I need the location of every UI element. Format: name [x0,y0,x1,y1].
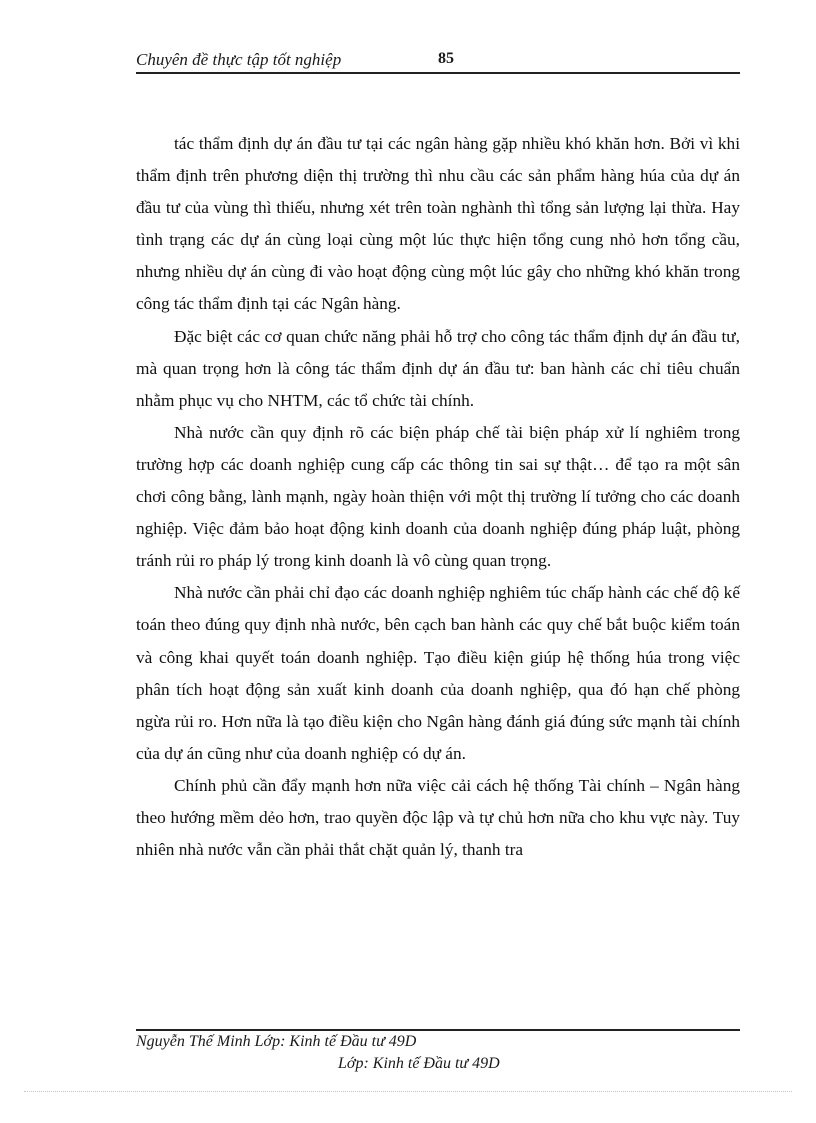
footer-class: Lớp: Kinh tế Đầu tư 49D [338,1055,500,1072]
paragraph: tác thẩm định dự án đầu tư tại các ngân hàng gặp nhiều khó khăn hơn. Bởi vì khi thẩm định trên phương diện thị trường thì nhu cầu các sản phẩm hàng húa của dự án đầu tư của vùng thì thiếu, nhưng xét trên toàn nghành thì tổng sản lượng lại thừa. Hay tình trạng các dự án cùng loại cùng một lúc thực hiện tổng cung nhỏ hơn tổng cầu, nhưng nhiều dự án cùng đi vào hoạt động cùng một lúc gây cho những khó khăn trong công tác thẩm định tại các Ngân hàng. [136,134,740,314]
header-divider [136,72,740,74]
paragraph: Nhà nước cần phải chỉ đạo các doanh nghiệp nghiêm túc chấp hành các chế độ kế toán theo đúng quy định nhà nước, bên cạch ban hành các quy chế bắt buộc kiểm toán và công khai quyết toán doanh nghiệp. Tạo điều kiện giúp hệ thống húa trong việc phân tích hoạt động sản xuất kinh doanh của doanh nghiệp, qua đó hạn chế phòng ngừa rủi ro. Hơn nữa là tạo điều kiện cho Ngân hàng đánh giá đúng sức mạnh tài chính của dự án cũng như của doanh nghiệp có dự án. [136,583,740,763]
body-text [136,128,740,866]
header-title: Chuyên đề thực tập tốt nghiệp [136,50,342,69]
page-bottom-border [24,1091,792,1092]
footer-divider [136,1029,740,1031]
page-header [136,48,740,72]
paragraph: Đặc biệt các cơ quan chức năng phải hỗ trợ cho công tác thẩm định dự án đầu tư, mà quan trọng hơn là công tác thẩm định dự án đầu tư: ban hành các chỉ tiêu chuẩn nhằm phục vụ cho NHTM, các tổ chức tài chính. [136,326,740,410]
paragraph: Nhà nước cần quy định rõ các biện pháp chế tài biện pháp xử lí nghiêm trong trường hợp các doanh nghiệp cung cấp các thông tin sai sự thật… để tạo ra một sân chơi công bằng, lành mạnh, ngày hoàn thiện với một thị trường lí tưởng cho các doanh nghiệp. Việc đảm bảo hoạt động kinh doanh của doanh nghiệp đúng pháp luật, phòng tránh rủi ro pháp lý trong kinh doanh là vô cùng quan trọng. [136,422,740,571]
footer-author-class: Nguyễn Thế Minh Lớp: Kinh tế Đầu tư 49D [136,1033,417,1050]
paragraph: Chính phủ cần đẩy mạnh hơn nữa việc cải cách hệ thống Tài chính – Ngân hàng theo hướng mềm dẻo hơn, trao quyền độc lập và tự chủ hơn nữa cho khu vực này. Tuy nhiên nhà nước vẫn cần phải thắt chặt quản lý, thanh tra [136,775,740,860]
page-number: 85 [438,50,454,67]
